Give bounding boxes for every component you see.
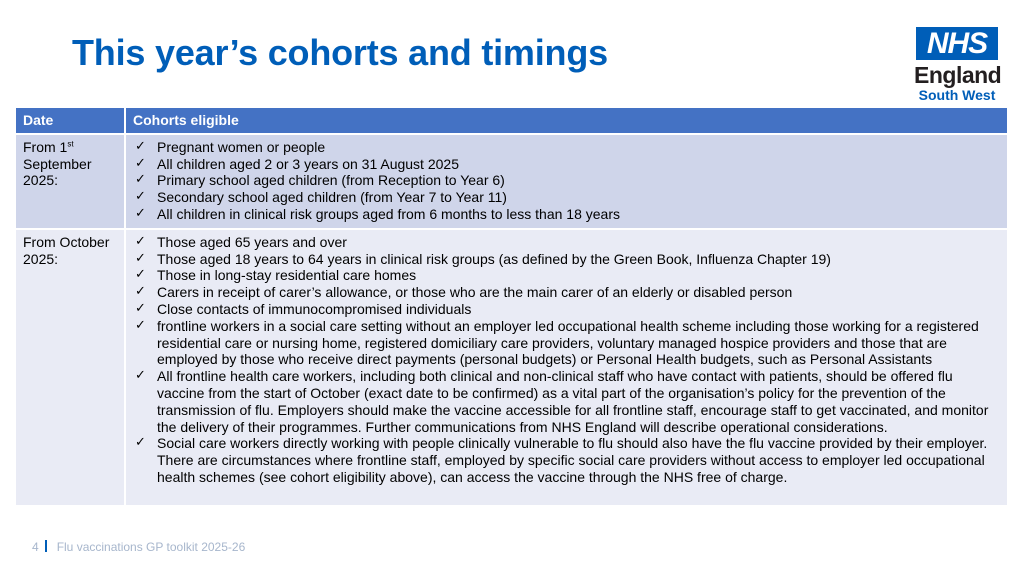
cohort-item <box>133 251 1000 268</box>
logo-region-name: South West <box>918 87 996 103</box>
check-icon: ✓ <box>135 172 146 188</box>
cohorts-table <box>16 108 1007 505</box>
check-icon: ✓ <box>135 138 146 154</box>
cohort-item <box>133 189 1000 206</box>
cohort-item-text: Pregnant women or people <box>157 138 326 155</box>
cohort-item-text: All frontline health care workers, including both clinical and non-clinical staff who have contact with patients, should be offered flu vaccine from the start of October (exact date to be confirmed) as a vital part of the organisation’s policy for the prevention of the transmission of flu. Employers should make the vaccine accessible for all frontline staff, encourage staff to get vaccinated, and monitor the delivery of their programmes. Further communications from NHS England will describe operational considerations. <box>157 368 989 435</box>
date-suffix: September 2025: <box>23 155 92 189</box>
cohort-item <box>133 172 1000 189</box>
cohort-list <box>133 139 1000 223</box>
cohort-list <box>133 234 1000 486</box>
cohort-item <box>133 156 1000 173</box>
cohort-item-text: Those aged 18 years to 64 years in clinical risk groups (as defined by the Green Book, Influenza Chapter 19) <box>157 250 831 267</box>
cohort-item-text: Secondary school aged children (from Year 7 to Year 11) <box>157 189 507 206</box>
check-icon: ✓ <box>135 435 146 451</box>
cohort-item-text: All children aged 2 or 3 years on 31 August 2025 <box>157 155 459 172</box>
cohort-item-text: Those in long-stay residential care homes <box>157 267 417 284</box>
cohort-item-text: Close contacts of immunocompromised individuals <box>157 300 472 317</box>
cohort-item <box>133 139 1000 156</box>
check-icon: ✓ <box>135 284 146 300</box>
date-prefix: From 1 <box>23 138 68 155</box>
check-icon: ✓ <box>135 250 146 266</box>
cohorts-cell <box>126 135 1007 230</box>
table-row <box>16 230 1007 505</box>
table-header-row <box>16 108 1007 135</box>
check-icon: ✓ <box>135 189 146 205</box>
check-icon: ✓ <box>135 267 146 283</box>
cohort-item-text: Social care workers directly working with people clinically vulnerable to flu should also have the flu vaccine provided by their employer. There are circumstances where frontline staff, employed by specific social care providers without access to employer led occupational health schemes (see cohort eligibility above), can access the vaccine through the NHS free of charge. <box>157 435 988 485</box>
logo-org-name: England <box>914 62 1002 88</box>
footer-text: Flu vaccinations GP toolkit 2025-26 <box>56 540 246 554</box>
footer <box>32 540 245 554</box>
date-cell <box>16 135 126 230</box>
cohort-item <box>133 267 1000 284</box>
page-title: This year’s cohorts and timings <box>72 32 608 73</box>
column-header-date: Date <box>16 108 126 135</box>
nhs-england-logo <box>914 27 1000 102</box>
cohort-item <box>133 206 1000 223</box>
page-number: 4 <box>32 540 39 554</box>
check-icon: ✓ <box>135 317 146 333</box>
cohort-item-text: Those aged 65 years and over <box>157 233 347 250</box>
cohort-item <box>133 234 1000 251</box>
column-header-cohorts: Cohorts eligible <box>126 108 1007 135</box>
cohort-item <box>133 284 1000 301</box>
cohort-item <box>133 301 1000 318</box>
table-row <box>16 135 1007 230</box>
check-icon: ✓ <box>135 368 146 384</box>
check-icon: ✓ <box>135 205 146 221</box>
check-icon: ✓ <box>135 300 146 316</box>
cohort-item <box>133 435 1000 485</box>
cohort-item-text: Carers in receipt of carer’s allowance, or those who are the main carer of an elderly or disabled person <box>157 284 793 301</box>
nhs-logo-mark: NHS <box>916 27 998 60</box>
check-icon: ✓ <box>135 155 146 171</box>
cohort-item <box>133 318 1000 368</box>
footer-divider <box>45 540 47 552</box>
cohorts-cell <box>126 230 1007 505</box>
date-cell: From October 2025: <box>16 230 126 505</box>
date-ordinal: st <box>67 139 74 149</box>
cohort-item-text: frontline workers in a social care setting without an employer led occupational health scheme including those working for a registered residential care or nursing home, registered domiciliary care providers, voluntary managed hospice providers and those that are employed by those who receive direct payments (personal budgets) or Personal Health budgets, such as Personal Assistants <box>157 317 979 368</box>
cohort-item-text: Primary school aged children (from Reception to Year 6) <box>157 172 505 189</box>
check-icon: ✓ <box>135 233 146 249</box>
cohort-item <box>133 368 1000 435</box>
cohort-item-text: All children in clinical risk groups aged from 6 months to less than 18 years <box>157 205 620 222</box>
